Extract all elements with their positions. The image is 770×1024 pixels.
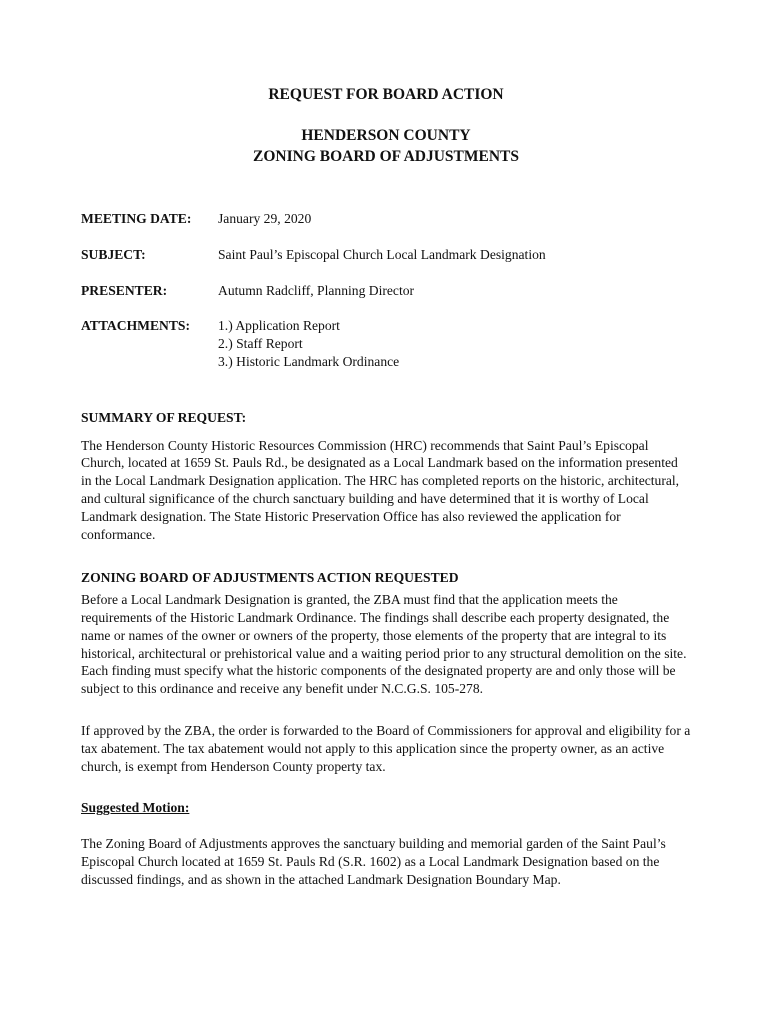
subject-value: Saint Paul’s Episcopal Church Local Landmark Designation [218, 246, 546, 262]
attachments-row [81, 317, 691, 370]
zba-action-heading: ZONING BOARD OF ADJUSTMENTS ACTION REQUESTED [81, 570, 459, 586]
summary-heading: SUMMARY OF REQUEST: [81, 409, 247, 425]
subject-row [81, 246, 691, 264]
attachments-label: ATTACHMENTS: [81, 318, 191, 334]
county-name: HENDERSON COUNTY [301, 127, 471, 144]
approval-paragraph: If approved by the ZBA, the order is forwarded to the Board of Commissioners for approval and eligibility for a tax abatement. The tax abatement would not apply to this application since the property owner, as an active church, is exempt from Henderson County property tax. [81, 722, 691, 774]
attachments-list [218, 317, 691, 370]
meeting-date-row [81, 210, 691, 228]
suggested-motion-heading: Suggested Motion: [81, 800, 190, 816]
attachment-item: 2.) Staff Report [218, 336, 303, 352]
meeting-date-value: January 29, 2020 [218, 211, 312, 226]
attachment-item: 1.) Application Report [218, 318, 340, 334]
attachment-item: 3.) Historic Landmark Ordinance [218, 353, 400, 369]
meta-block [81, 210, 691, 371]
summary-paragraph: The Henderson County Historic Resources Commission (HRC) recommends that Saint Paul’s Episcopal Church, located at 1659 St. Pauls Rd., be designated as a Local Landmark based on the information presented in the Local Landmark Designation application. The HRC has completed reports on the historic, architectural, and cultural significance of the church sanctuary building and have determined that it is worthy of Local Landmark designation. The State Historic Preservation Office has also reviewed the application for conformance. [81, 437, 680, 542]
board-name: ZONING BOARD OF ADJUSTMENTS [253, 148, 519, 165]
zba-action-paragraph: Before a Local Landmark Designation is granted, the ZBA must find that the application meets the requirements of the Historic Landmark Ordinance. The findings shall describe each property designated, the name or names of the owner or owners of the property, those elements of the property that are integral to its historical, architectural or prehistorical value and a waiting period prior to any structural demolition on the site. Each finding must specify what the historic components of the designated property are and only those will be subject to this ordinance and receive any benefit under N.C.G.S. 105-278. [81, 592, 687, 697]
suggested-motion-paragraph: The Zoning Board of Adjustments approves the sanctuary building and memorial garden of the Saint Paul’s Episcopal Church located at 1659 St. Pauls Rd (S.R. 1602) as a Local Landmark Designation based on the discussed findings, and as shown in the attached Landmark Designation Boundary Map. [81, 836, 666, 887]
document-page [81, 84, 691, 889]
presenter-label: PRESENTER: [81, 282, 168, 298]
presenter-value: Autumn Radcliff, Planning Director [218, 282, 415, 298]
meeting-date-label: MEETING DATE: [81, 211, 192, 226]
presenter-row [81, 282, 691, 300]
document-title: REQUEST FOR BOARD ACTION [268, 86, 504, 103]
subject-label: SUBJECT: [81, 246, 146, 262]
